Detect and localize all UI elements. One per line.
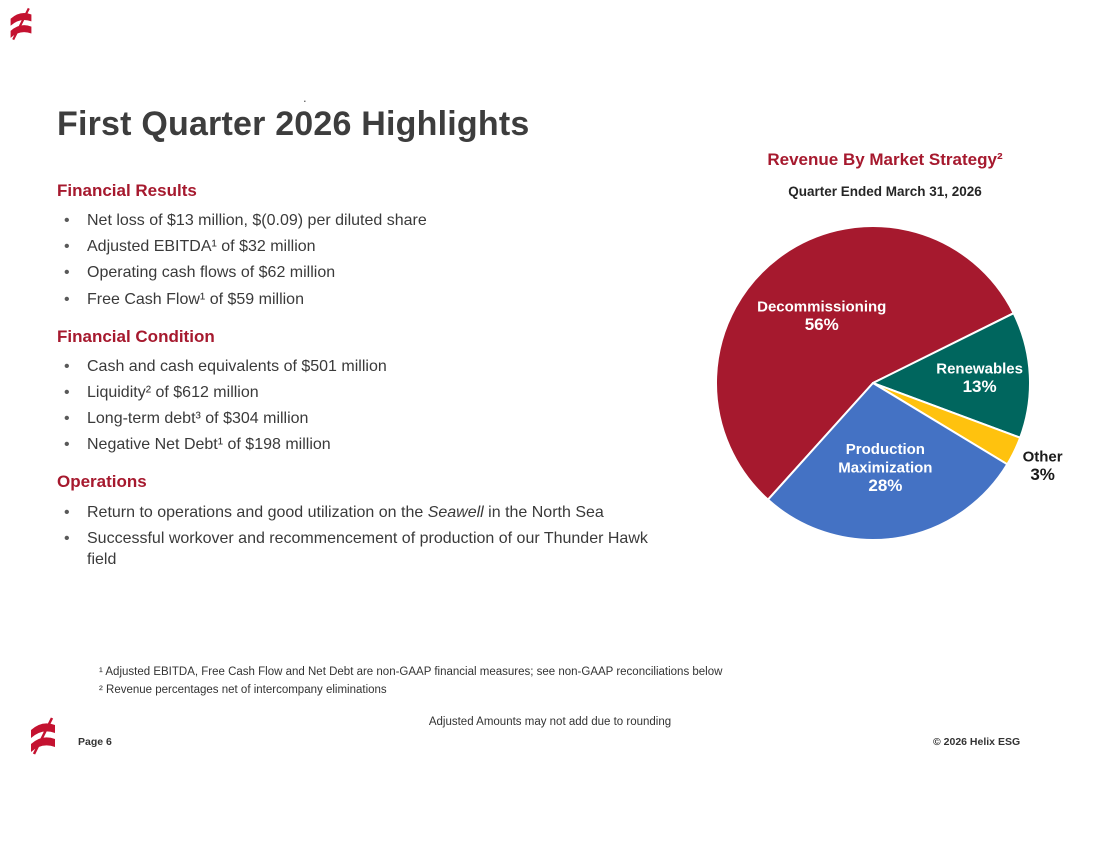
bullet-text: in the North Sea xyxy=(483,503,604,521)
section-heading-financial-results: Financial Results xyxy=(57,180,197,200)
list-item: • Long-term debt³ of $304 million xyxy=(57,408,649,429)
list-item: • Operating cash flows of $62 million xyxy=(57,262,649,283)
footnote-line: ¹ Adjusted EBITDA, Free Cash Flow and Net Debt are non-GAAP financial measures; see non-GAAP reconciliations below xyxy=(99,666,723,678)
footnote-line: ² Revenue percentages net of intercompany eliminations xyxy=(99,683,387,696)
highlights-column xyxy=(57,104,649,575)
pie-label-other: Other 3% xyxy=(1022,448,1063,484)
operations-list xyxy=(57,502,649,570)
bullet-text: Return to operations and good utilization on the xyxy=(87,503,428,521)
list-item: • Adjusted EBITDA¹ of $32 million xyxy=(57,236,649,257)
copyright: © 2026 Helix ESG xyxy=(933,736,1021,748)
footnotes xyxy=(99,664,722,700)
rounding-note: Adjusted Amounts may not add due to rounding xyxy=(428,716,672,728)
list-item: • Negative Net Debt¹ of $198 million xyxy=(57,434,649,455)
list-item: • Liquidity² of $612 million xyxy=(57,382,649,403)
list-item: • Free Cash Flow¹ of $59 million xyxy=(57,289,649,310)
revenue-pie-chart xyxy=(690,222,1080,552)
page-title: First Quarter 2026 Highlights xyxy=(57,105,530,143)
list-item: • Cash and cash equivalents of $501 million xyxy=(57,356,649,377)
vessel-name-italic: Seawell xyxy=(427,503,484,521)
page-number: Page 6 xyxy=(78,736,112,748)
financial-results-list xyxy=(57,210,649,309)
pie-label-renewables: Renewables 13% xyxy=(936,360,1023,397)
section-heading-operations: Operations xyxy=(57,472,147,492)
stray-period: . xyxy=(303,90,307,105)
section-heading-financial-condition: Financial Condition xyxy=(57,326,215,346)
financial-condition-list xyxy=(57,356,649,455)
pie-label-production-maximization: Production Maximization 28% xyxy=(838,440,933,495)
pie-chart-area xyxy=(690,222,1080,552)
list-item: • Successful workover and recommencement of production of our Thunder Hawk field xyxy=(57,528,649,570)
list-item xyxy=(57,502,649,523)
chart-subtitle: Quarter Ended March 31, 2026 xyxy=(788,184,982,199)
helix-logo-icon xyxy=(8,6,34,47)
helix-logo-icon xyxy=(28,716,58,761)
chart-title: Revenue By Market Strategy² xyxy=(767,150,1003,169)
pie-label-decommissioning: Decommissioning 56% xyxy=(757,298,887,335)
list-item: • Net loss of $13 million, $(0.09) per diluted share xyxy=(57,210,649,231)
